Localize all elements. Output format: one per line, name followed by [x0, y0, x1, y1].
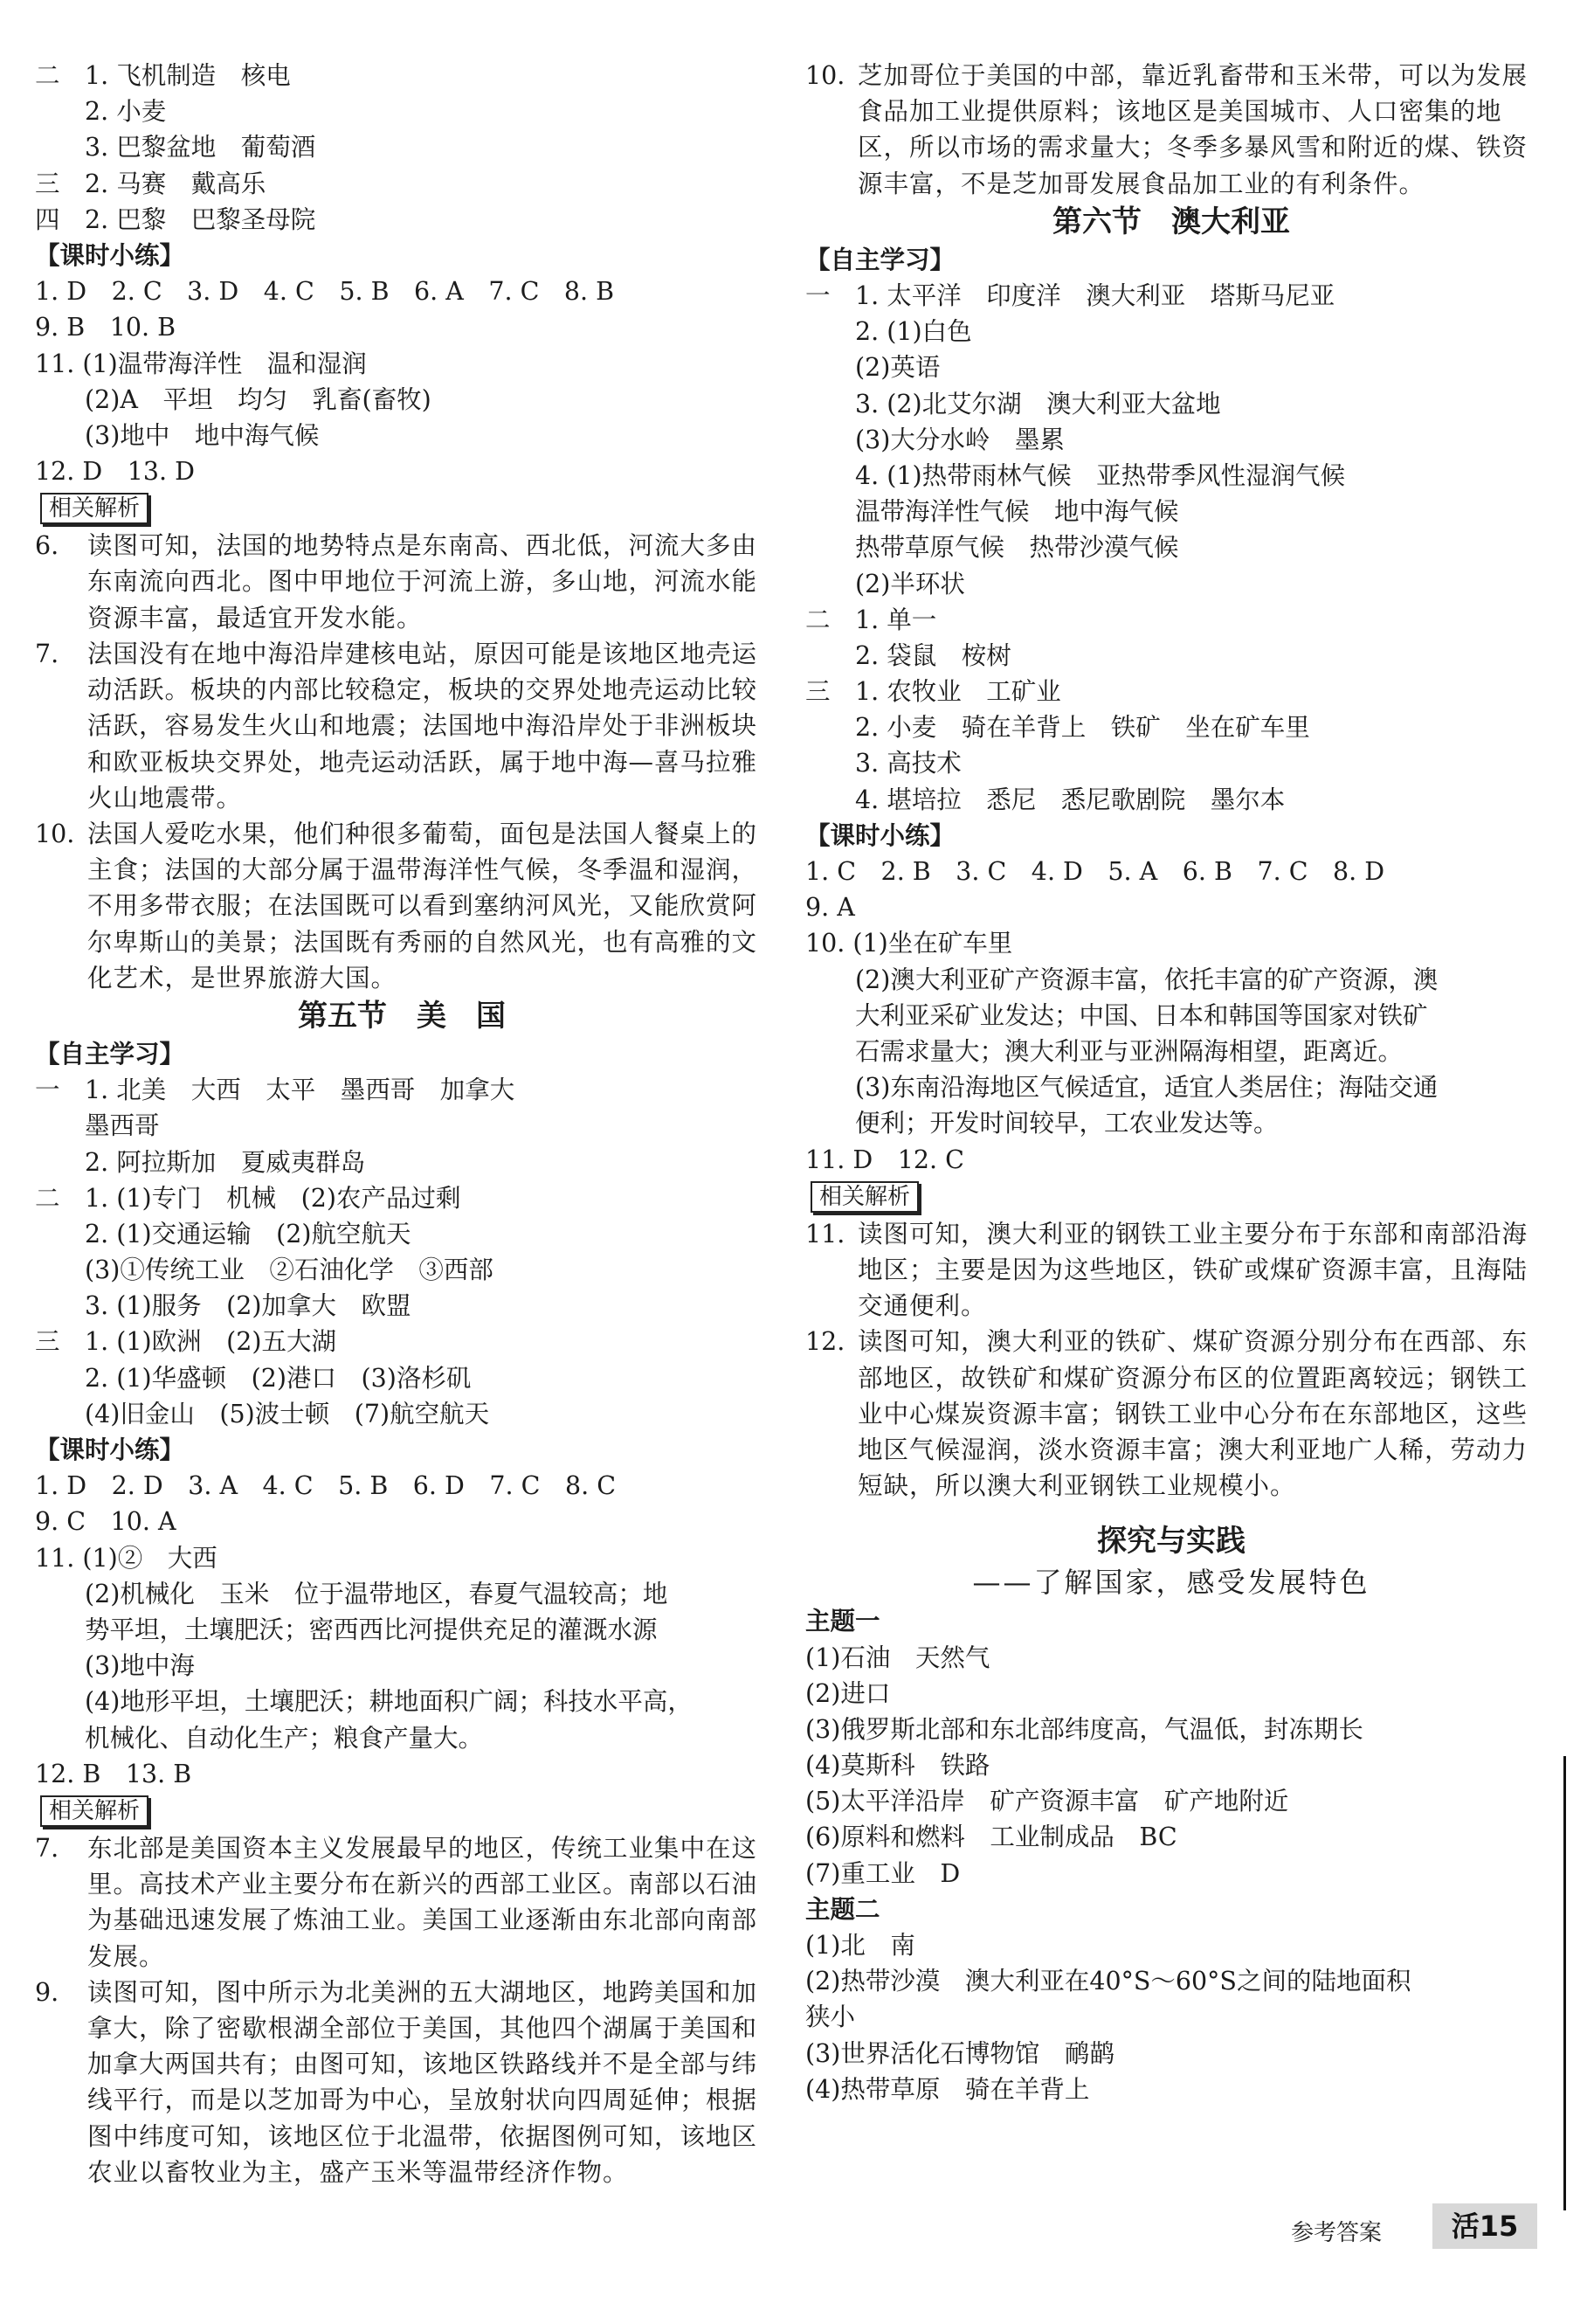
answer-line: (2)英语	[805, 353, 941, 383]
answer-line: (3)①传统工业 ②石油化学 ③西部	[35, 1255, 493, 1285]
analysis-number: 7.	[35, 1833, 59, 1863]
answer-line: (2)机械化 玉米 位于温带地区，春夏气温较高；地	[35, 1579, 668, 1608]
answer-line: (6)原料和燃料 工业制成品 BC	[805, 1823, 1177, 1852]
theme-heading: 主题二	[805, 1894, 880, 1924]
answer-line: 3. 巴黎盆地 葡萄酒	[35, 133, 316, 163]
answer-line: 11. (1)② 大西	[35, 1543, 217, 1573]
answer-line: 11. (1)温带海洋性 温和湿润	[35, 349, 367, 378]
section-title: 第六节 澳大利亚	[1052, 204, 1290, 239]
answer-line: (2)澳大利亚矿产资源丰富，依托丰富的矿产资源，澳	[805, 965, 1439, 994]
answer-line: 2. 袋鼠 桉树	[805, 640, 1011, 670]
answer-line: 一 1. 太平洋 印度洋 澳大利亚 塔斯马尼亚	[805, 281, 1335, 311]
answer-line: 墨西哥	[35, 1111, 160, 1141]
answer-line: 3. 高技术	[805, 749, 962, 778]
answer-line: 2. 小麦	[35, 97, 167, 127]
analysis-item	[35, 528, 769, 636]
answer-line: 机械化、自动化生产；粮食产量大。	[35, 1723, 484, 1753]
answer-line: (3)地中海	[35, 1651, 195, 1681]
practice-heading: 【课时小练】	[35, 240, 185, 270]
answer-line: 9. A	[805, 893, 855, 923]
explore-title: 探究与实践	[1097, 1524, 1246, 1560]
analysis-item	[805, 1216, 1537, 1325]
left-column	[35, 58, 769, 2190]
answer-line: (1)北 南	[805, 1931, 915, 1961]
page-number: 活15	[1432, 2203, 1537, 2249]
answer-line: 10. (1)坐在矿车里	[805, 929, 1013, 958]
right-column	[805, 58, 1537, 2107]
answer-line: 一 1. 北美 大西 太平 墨西哥 加拿大	[35, 1076, 515, 1105]
answer-line: 2. (1)华盛顿 (2)港口 (3)洛杉矶	[35, 1363, 472, 1393]
analysis-tag: 相关解析	[40, 493, 148, 524]
analysis-text: 读图可知，澳大利亚的钢铁工业主要分布于东部和南部沿海地区；主要是因为这些地区，铁矿或煤矿资源丰富，且海陆交通便利。	[858, 1219, 1528, 1321]
answer-line: 2. 阿拉斯加 夏威夷群岛	[35, 1147, 366, 1177]
analysis-item	[805, 58, 1537, 202]
analysis-number: 12.	[805, 1327, 845, 1357]
answer-line: 2. (1)白色	[805, 317, 972, 347]
answer-line: (4)热带草原 骑在羊背上	[805, 2074, 1090, 2104]
analysis-text: 芝加哥位于美国的中部，靠近乳畜带和玉米带，可以为发展食品加工业提供原料；该地区是美国城市、人口密集的地区，所以市场的需求量大；冬季多暴风雪和附近的煤、铁资源丰富，不是芝加哥发展食品加工业的有利条件。	[858, 61, 1528, 198]
answer-line: 3. (2)北艾尔湖 澳大利亚大盆地	[805, 389, 1221, 418]
analysis-item	[35, 816, 769, 996]
answer-line: 12. D 13. D	[35, 457, 195, 487]
explore-subtitle: ——了解国家，感受发展特色	[972, 1566, 1370, 1600]
analysis-text: 读图可知，图中所示为北美洲的五大湖地区，地跨美国和加拿大，除了密歇根湖全部位于美国，其他四个湖属于美国和加拿大两国共有；由图可知，该地区铁路线并不是全部与纬线平行，而是以芝加哥为中心，呈放射状向四周延伸；根据图中纬度可知，该地区位于北温带，依据图例可知，该地区农业以畜牧业为主，盛产玉米等温带经济作物。	[87, 1977, 758, 2187]
answer-line: (7)重工业 D	[805, 1858, 961, 1888]
self-study-heading: 【自主学习】	[805, 245, 956, 274]
answer-line: 2. (1)交通运输 (2)航空航天	[35, 1219, 411, 1248]
answer-line: (4)旧金山 (5)波士顿 (7)航空航天	[35, 1399, 490, 1428]
answer-line: (1)石油 天然气	[805, 1643, 990, 1672]
answer-line: 大利亚采矿业发达；中国、日本和韩国等国家对铁矿	[805, 1000, 1428, 1030]
answer-line: (2)进口	[805, 1678, 891, 1708]
answer-line: (5)太平洋沿岸 矿产资源丰富 矿产地附近	[805, 1787, 1289, 1816]
answer-line: 9. B 10. B	[35, 313, 176, 342]
answer-line: 热带草原气候 热带沙漠气候	[805, 533, 1179, 563]
analysis-item	[35, 1830, 769, 1975]
analysis-number: 9.	[35, 1977, 59, 2007]
answer-line: 三 1. (1)欧洲 (2)五大湖	[35, 1327, 336, 1357]
analysis-tag: 相关解析	[811, 1181, 919, 1213]
analysis-text: 法国没有在地中海沿岸建核电站，原因可能是该地区地壳运动活跃。板块的内部比较稳定，板块的交界处地壳运动比较活跃，容易发生火山和地震；法国地中海沿岸处于非洲板块和欧亚板块交界处，地壳运动活跃，属于地中海—喜马拉雅火山地震带。	[87, 639, 758, 813]
answer-line: (3)世界活化石博物馆 鸸鹋	[805, 2038, 1114, 2068]
answer-line: 1. D 2. D 3. A 4. C 5. B 6. D 7. C 8. C	[35, 1471, 617, 1501]
answer-line: (4)地形平坦，土壤肥沃；耕地面积广阔；科技水平高，	[35, 1687, 693, 1717]
answer-line: 12. B 13. B	[35, 1759, 192, 1788]
answer-line: 温带海洋性气候 地中海气候	[805, 497, 1179, 527]
answer-line: 3. (1)服务 (2)加拿大 欧盟	[35, 1291, 411, 1321]
answer-line: 三 1. 农牧业 工矿业	[805, 677, 1061, 707]
answer-line: 狭小	[805, 2002, 856, 2032]
answer-line: 三 2. 马赛 戴高乐	[35, 169, 266, 198]
analysis-text: 读图可知，澳大利亚的铁矿、煤矿资源分别分布在西部、东部地区，故铁矿和煤矿资源分布区的位置距离较远；钢铁工业中心煤炭资源丰富；钢铁工业中心分布在东部地区，这些地区气候湿润，淡水资源丰富；澳大利亚地广人稀，劳动力短缺，所以澳大利亚钢铁工业规模小。	[858, 1327, 1528, 1501]
answer-line: 势平坦，土壤肥沃；密西西比河提供充足的灌溉水源	[35, 1615, 658, 1644]
analysis-item	[35, 1975, 769, 2190]
analysis-item	[35, 636, 769, 816]
answer-line: 4. 堪培拉 悉尼 悉尼歌剧院 墨尔本	[805, 785, 1286, 814]
answer-line: (3)俄罗斯北部和东北部纬度高，气温低，封冻期长	[805, 1714, 1363, 1744]
analysis-number: 11.	[805, 1219, 845, 1248]
analysis-number: 6.	[35, 531, 59, 561]
answer-line: 11. D 12. C	[805, 1145, 964, 1174]
answer-line: 2. 小麦 骑在羊背上 铁矿 坐在矿车里	[805, 713, 1310, 743]
answer-line: 4. (1)热带雨林气候 亚热带季风性湿润气候	[805, 460, 1346, 490]
answer-line: 1. C 2. B 3. C 4. D 5. A 6. B 7. C 8. D	[805, 857, 1385, 887]
analysis-text: 读图可知，法国的地势特点是东南高、西北低，河流大多由东南流向西北。图中甲地位于河流上游，多山地，河流水能资源丰富，最适宜开发水能。	[87, 531, 758, 633]
self-study-heading: 【自主学习】	[35, 1039, 185, 1069]
answer-line: (3)大分水岭 墨累	[805, 425, 1065, 454]
analysis-number: 10.	[35, 819, 75, 848]
section-title: 第五节 美 国	[298, 998, 506, 1034]
analysis-text: 东北部是美国资本主义发展最早的地区，传统工业集中在这里。高技术产业主要分布在新兴的西部工业区。南部以石油为基础迅速发展了炼油工业。美国工业逐渐由东北部向南部发展。	[87, 1833, 758, 1971]
analysis-number: 7.	[35, 639, 59, 668]
answer-line: (2)热带沙漠 澳大利亚在40°S～60°S之间的陆地面积	[805, 1967, 1411, 1996]
answer-line: (3)东南沿海地区气候适宜，适宜人类居住；海陆交通	[805, 1073, 1439, 1103]
answer-line: 石需求量大；澳大利亚与亚洲隔海相望，距离近。	[805, 1036, 1404, 1066]
answer-line: 二 1. (1)专门 机械 (2)农产品过剩	[35, 1183, 461, 1213]
answer-line: 9. C 10. A	[35, 1507, 176, 1537]
theme-heading: 主题一	[805, 1607, 880, 1636]
analysis-number: 10.	[805, 61, 845, 90]
practice-heading: 【课时小练】	[805, 820, 956, 850]
practice-heading: 【课时小练】	[35, 1435, 185, 1464]
answer-line: 四 2. 巴黎 巴黎圣母院	[35, 204, 316, 234]
answer-line: (4)莫斯科 铁路	[805, 1751, 990, 1781]
answer-line: 二 1. 飞机制造 核电	[35, 61, 291, 90]
answer-line: (2)半环状	[805, 569, 965, 598]
answer-line: 二 1. 单一	[805, 605, 937, 634]
answer-line: (2)A 平坦 均匀 乳畜(畜牧)	[35, 384, 431, 414]
answer-line: 便利；开发时间较早，工农业发达等。	[805, 1109, 1279, 1138]
analysis-tag: 相关解析	[40, 1795, 148, 1827]
answer-line: 1. D 2. C 3. D 4. C 5. B 6. A 7. C 8. B	[35, 277, 615, 307]
answer-line: (3)地中 地中海气候	[35, 420, 320, 450]
analysis-text: 法国人爱吃水果，他们种很多葡萄，面包是法国人餐桌上的主食；法国的大部分属于温带海洋性气候，冬季温和湿润，不用多带衣服；在法国既可以看到塞纳河风光，又能欣赏阿尔卑斯山的美景；法国既有秀丽的自然风光，也有高雅的文化艺术，是世界旅游大国。	[87, 819, 758, 993]
analysis-item	[805, 1324, 1537, 1504]
footer-label: 参考答案	[1291, 2220, 1383, 2246]
margin-rule	[1563, 1756, 1566, 2210]
